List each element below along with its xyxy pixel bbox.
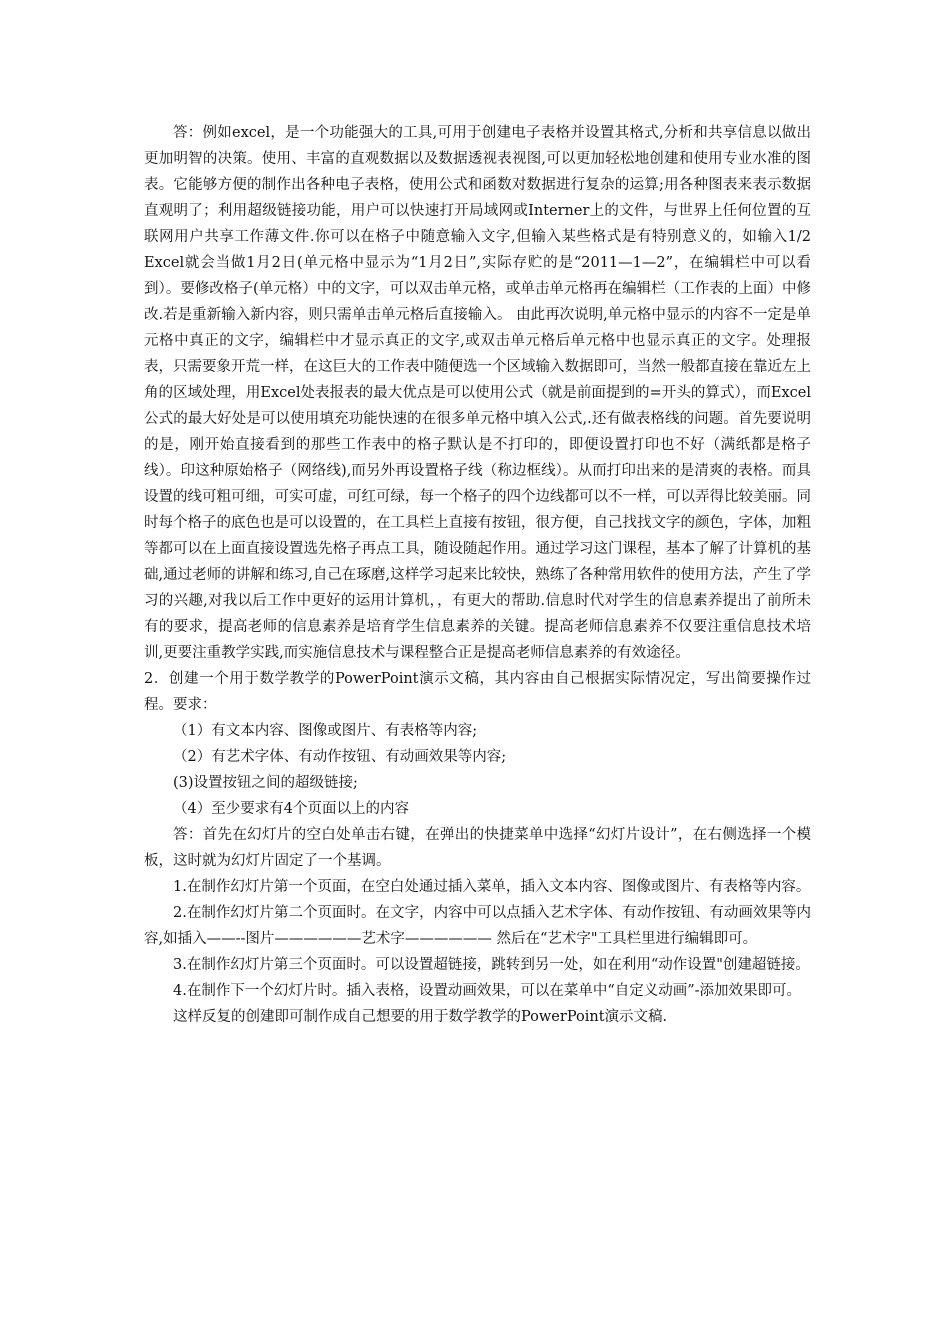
requirement-item-2: （2）有艺术字体、有动作按钮、有动画效果等内容;	[173, 749, 507, 765]
requirement-item-4: （4）至少要求有4个页面以上的内容	[173, 801, 409, 817]
answer-step-4: 4.在制作下一个幻灯片时。插入表格，设置动画效果，可以在菜单中“自定义动画”-添加效果即可。	[173, 983, 802, 999]
answer-step-2: 2.在制作幻灯片第二个页面时。在文字，内容中可以点插入艺术字体、有动作按钮、有动画效果等内容,如插入——--图片——————艺术字—————— 然后在“艺术字"工具栏里进行编辑即可。	[144, 905, 811, 947]
requirement-item-3: (3)设置按钮之间的超级链接;	[173, 775, 358, 791]
answer-conclusion: 这样反复的创建即可制作成自己想要的用于数学教学的PowerPoint演示文稿.	[173, 1009, 668, 1025]
answer-intro-paragraph: 答：首先在幻灯片的空白处单击右键，在弹出的快捷菜单中选择“幻灯片设计”，在右侧选择一个模板，这时就为幻灯片固定了一个基调。	[144, 827, 811, 869]
answer-paragraph-excel: 答：例如excel，是一个功能强大的工具,可用于创建电子表格并设置其格式,分析和共享信息以做出更加明智的决策。使用、丰富的直观数据以及数据透视表视图,可以更加轻松地创建和使用专业水准的图表。它能够方便的制作出各种电子表格，使用公式和函数对数据进行复杂的运算;用各种图表来表示数据直观明了；利用超级链接功能，用户可以快速打开局域网或Interner上的文件，与世界上任何位置的互联网用户共享工作薄文件.你可以在格子中随意输入文字,但输入某些格式是有特别意义的，如输入1/2 Excel就会当做1月2日(单元格中显示为“1月2日”,实际存贮的是“2011—1—2”，在编辑栏中可以看到）。要修改格子(单元格）中的文字，可以双击单元格，或单击单元格再在编辑栏（工作表的上面）中修改.若是重新输入新内容，则只需单击单元格后直接输入。 由此再次说明,单元格中显示的内容不一定是单元格中真正的文字，编辑栏中才显示真正的文字,或双击单元格后单元格中也显示真正的文字。处理报表，只需要象开荒一样，在这巨大的工作表中随便选一个区域输入数据即可，当然一般都直接在靠近左上角的区域处理，用Excel处表报表的最大优点是可以使用公式（就是前面提到的=开头的算式），而Excel公式的最大好处是可以使用填充功能快速的在很多单元格中填入公式,.还有做表格线的问题。首先要说明的是，刚开始直接看到的那些工作表中的格子默认是不打印的，即便设置打印也不好（满纸都是格子线）。印这种原始格子（网络线),而另外再设置格子线（称边框线）。从而打印出来的是清爽的表格。而具设置的线可粗可细，可实可虚，可红可绿，每一个格子的四个边线都可以不一样，可以弄得比较美丽。同时每个格子的底色也是可以设置的，在工具栏上直接有按钮，很方便，自己找找文字的颜色，字体，加粗等都可以在上面直接设置选先格子再点工具，随设随起作用。通过学习这门课程，基本了解了计算机的基础,通过老师的讲解和练习,自己在琢磨,这样学习起来比较快，熟练了各种常用软件的使用方法，产生了学习的兴趣,对我以后工作中更好的运用计算机，，有更大的帮助.信息时代对学生的信息素养提出了前所未有的要求，提高老师的信息素养是培育学生信息素养的关键。提高老师信息素养不仅要注重信息技术培训,更要注重教学实践,而实施信息技术与课程整合正是提高老师信息素养的有效途径。	[144, 125, 811, 661]
question-2-paragraph: 2．创建一个用于数学教学的PowerPoint演示文稿，其内容由自己根据实际情况定，写出简要操作过程。要求：	[144, 671, 811, 713]
document-body	[144, 120, 811, 1030]
requirement-item-1: （1）有文本内容、图像或图片、有表格等内容;	[173, 723, 478, 739]
answer-step-3: 3.在制作幻灯片第三个页面时。可以设置超链接，跳转到另一处，如在利用“动作设置"创建超链接。	[173, 957, 810, 973]
answer-step-1: 1.在制作幻灯片第一个页面，在空白处通过插入菜单，插入文本内容、图像或图片、有表格等内容。	[173, 879, 811, 895]
